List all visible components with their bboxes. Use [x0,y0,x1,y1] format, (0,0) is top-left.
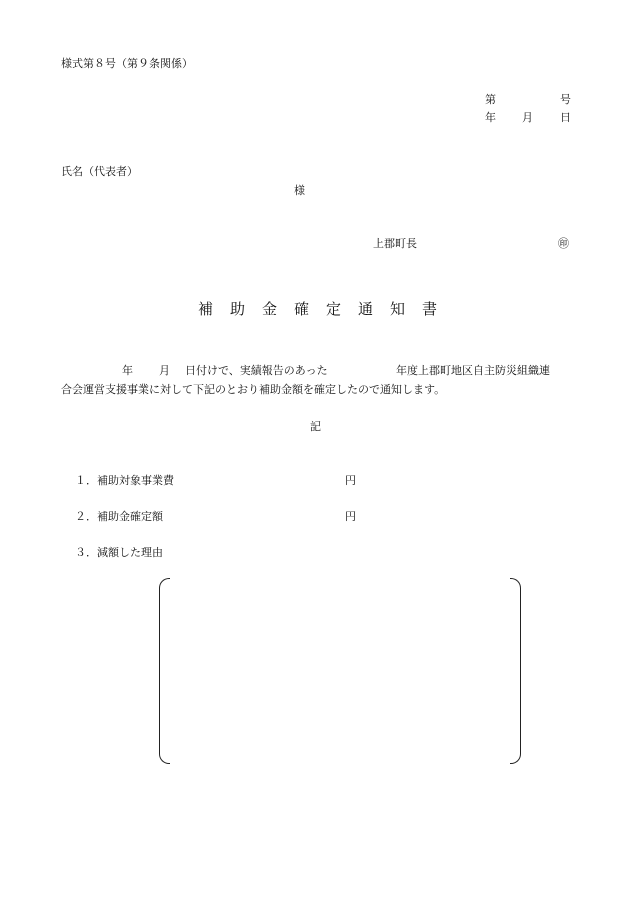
body-month: 月 [159,364,170,377]
number-go: 号 [560,93,571,106]
date-month: 月 [522,111,533,124]
number-dai: 第 [485,93,496,106]
document-title: 補助金確定通知書 [198,300,455,318]
item-1-unit: 円 [345,474,356,487]
item-2-unit: 円 [345,510,356,523]
item-2-label: 補助金確定額 [97,510,163,523]
date-year: 年 [485,111,496,124]
body-year: 年 [122,364,133,377]
item-1-label: 補助対象事業費 [97,474,174,487]
item-2-num: ２． [75,510,97,523]
reason-bracket-left [159,578,170,764]
ki-heading: 記 [310,420,321,433]
item-3-num: ３． [75,546,97,559]
recipient-honorific: 様 [294,184,305,197]
reason-bracket-right [510,578,521,764]
date-day: 日 [560,111,571,124]
item-1-num: １． [75,474,97,487]
body-line-2: 合会運営支援事業に対して下記のとおり補助金額を確定したので通知します。 [61,383,446,396]
form-label: 様式第８号（第９条関係） [61,57,193,70]
seal-icon: ㊞ [558,237,569,250]
body-day-text: 日付けで、実績報告のあった [185,364,328,377]
sender-name: 上郡町長 [373,237,417,250]
body-fiscal-text: 年度上郡町地区自主防災組織連 [396,364,550,377]
item-3-label: 減額した理由 [97,546,163,559]
recipient-label: 氏名（代表者） [61,165,138,178]
